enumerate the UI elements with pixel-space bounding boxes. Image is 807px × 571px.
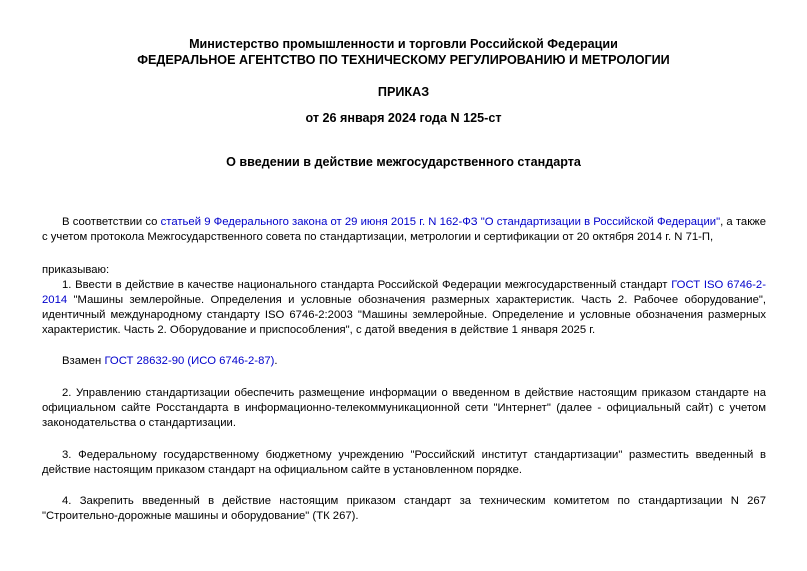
item-1-post: "Машины землеройные. Определения и условные обозначения размерных характеристик. Часть 2. Рабочее оборудование", идентичный международному стандарту ISO 6746-2:2003 "Машины землеройные. Определение и условные обозначения размерных характеристик. Часть 2. Оборудование и приспособления", с датой введения в действие 1 января 2025 г. — [42, 294, 766, 336]
replace-pre: Взамен — [62, 355, 105, 367]
standard-link[interactable]: ГОСТ ISO 6746-2-2014 — [42, 279, 766, 306]
intro-paragraph — [42, 215, 766, 245]
replace-post: . — [274, 355, 278, 367]
item-4-paragraph: 4. Закрепить введенный в действие настоящим приказом стандарт за техническим комитетом по стандартизации N 267 "Строительно-дорожные машины и оборудование" (ТК 267). — [42, 495, 766, 522]
intro-post: , а также с учетом протокола Межгосударственного совета по стандартизации, метрологии и сертификации от 20 октября 2014 г. N 71-П, — [42, 216, 766, 243]
ministry-name: Министерство промышленности и торговли Российской Федерации — [189, 37, 618, 51]
item-2-paragraph: 2. Управлению стандартизации обеспечить размещение информации о введенном в действие настоящим приказом стандарте на официальном сайте Росстандарта в информационно-телекоммуникационной сети "Интернет" (далее - официальный сайт) с учетом законодательства о стандартизации. — [42, 387, 766, 429]
replaced-standard-link[interactable]: ГОСТ 28632-90 (ИСО 6746-2-87) — [104, 355, 275, 367]
agency-name: ФЕДЕРАЛЬНОЕ АГЕНТСТВО ПО ТЕХНИЧЕСКОМУ РЕГУЛИРОВАНИЮ И МЕТРОЛОГИИ — [137, 53, 670, 67]
intro-pre: В соответствии со — [62, 216, 161, 228]
replace-paragraph — [42, 354, 766, 369]
item-3-paragraph: 3. Федеральному государственному бюджетному учреждению "Российский институт стандартизации" разместить введенный в действие настоящим приказом стандарт на официальном сайте в установленном порядке. — [42, 449, 766, 476]
document-type: ПРИКАЗ — [377, 85, 430, 99]
document-date-number: от 26 января 2024 года N 125-ст — [305, 111, 502, 125]
item-1-pre: 1. Ввести в действие в качестве национального стандарта Российской Федерации межгосударственный стандарт — [62, 279, 672, 291]
order-word: приказываю: — [42, 264, 110, 276]
law-link[interactable]: статьей 9 Федерального закона от 29 июня 2015 г. N 162-ФЗ "О стандартизации в Российской Федерации" — [160, 216, 721, 228]
document-title: О введении в действие межгосударственного стандарта — [226, 155, 581, 169]
item-1-paragraph — [42, 278, 766, 338]
